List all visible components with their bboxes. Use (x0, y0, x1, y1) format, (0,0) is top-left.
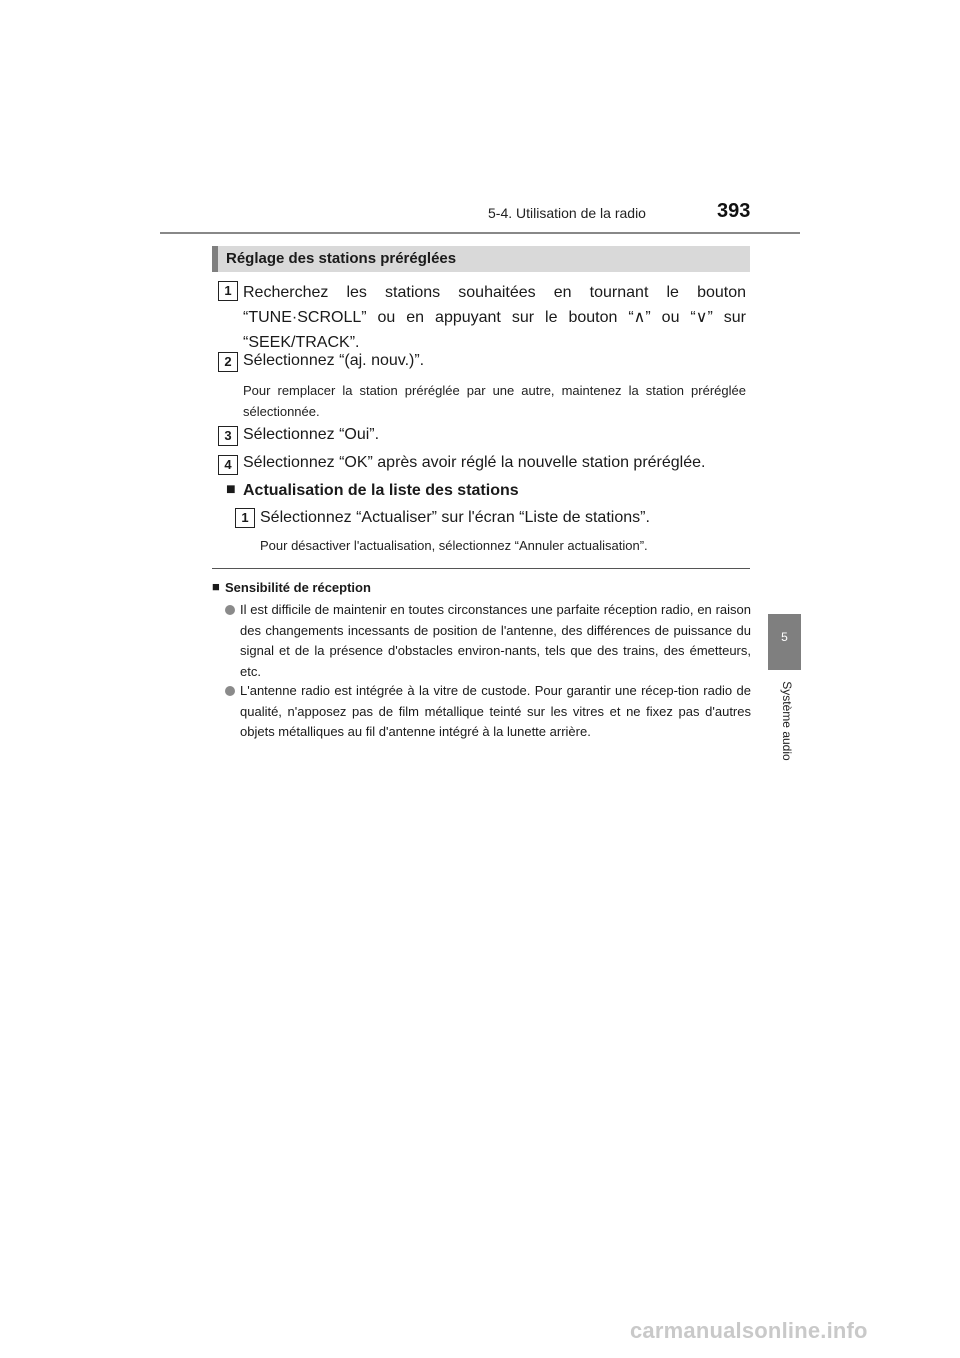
bullet-dot-icon (225, 686, 235, 696)
reception-bullet-2: L'antenne radio est intégrée à la vitre de custode. Pour garantir une récep-tion radio de qualité, n'apposez pas de film métallique teinté sur les vitres et ne fixez pas d'autres objets métalliques au fil d'antenne intégré à la lunette arrière. (240, 683, 751, 739)
divider-rule (212, 568, 750, 569)
step-number-1: 1 (218, 281, 238, 301)
header-rule (160, 232, 800, 234)
sub-step-1-text: Sélectionnez “Actualiser” sur l'écran “Liste de stations”. (260, 509, 650, 526)
step-3-text: Sélectionnez “Oui”. (243, 426, 380, 443)
step-1-text: Recherchez les stations souhaitées en tournant le bouton “TUNE·SCROLL” ou en appuyant sur le bouton “∧” ou “∨” sur “SEEK/TRACK”. (243, 284, 746, 351)
chapter-tab-number: 5 (781, 630, 788, 644)
section-heading-accent (212, 246, 218, 272)
step-number-3: 3 (218, 426, 238, 446)
sub-step-1-note: Pour désactiver l'actualisation, sélectionnez “Annuler actualisation”. (260, 538, 648, 553)
square-bullet-icon: ■ (226, 481, 236, 498)
step-number-2: 2 (218, 352, 238, 372)
running-header-section: 5-4. Utilisation de la radio (488, 205, 646, 221)
watermark: carmanualsonline.info (630, 1318, 868, 1343)
square-bullet-icon: ■ (212, 579, 220, 594)
step-4-text: Sélectionnez “OK” après avoir réglé la nouvelle station préréglée. (243, 454, 706, 471)
chapter-tab-label: Système audio (780, 681, 794, 761)
step-number-4: 4 (218, 455, 238, 475)
sub-step-number-1: 1 (235, 508, 255, 528)
reception-bullet-1: Il est difficile de maintenir en toutes circonstances une parfaite réception radio, en raison des changements incessants de position de l'antenne, des différences de puissance du signal et de la présence d'obstacles environ-nants, tels que des trains, des émetteurs, etc. (240, 602, 751, 679)
page-number: 393 (717, 200, 751, 222)
step-2-text: Sélectionnez “(aj. nouv.)”. (243, 352, 425, 369)
bullet-dot-icon (225, 605, 235, 615)
step-2-note: Pour remplacer la station préréglée par une autre, maintenez la station préréglée sélectionnée. (243, 383, 746, 419)
subsection-heading: Actualisation de la liste des stations (243, 482, 519, 499)
section-title: Réglage des stations préréglées (226, 250, 457, 267)
reception-heading: Sensibilité de réception (225, 580, 371, 595)
